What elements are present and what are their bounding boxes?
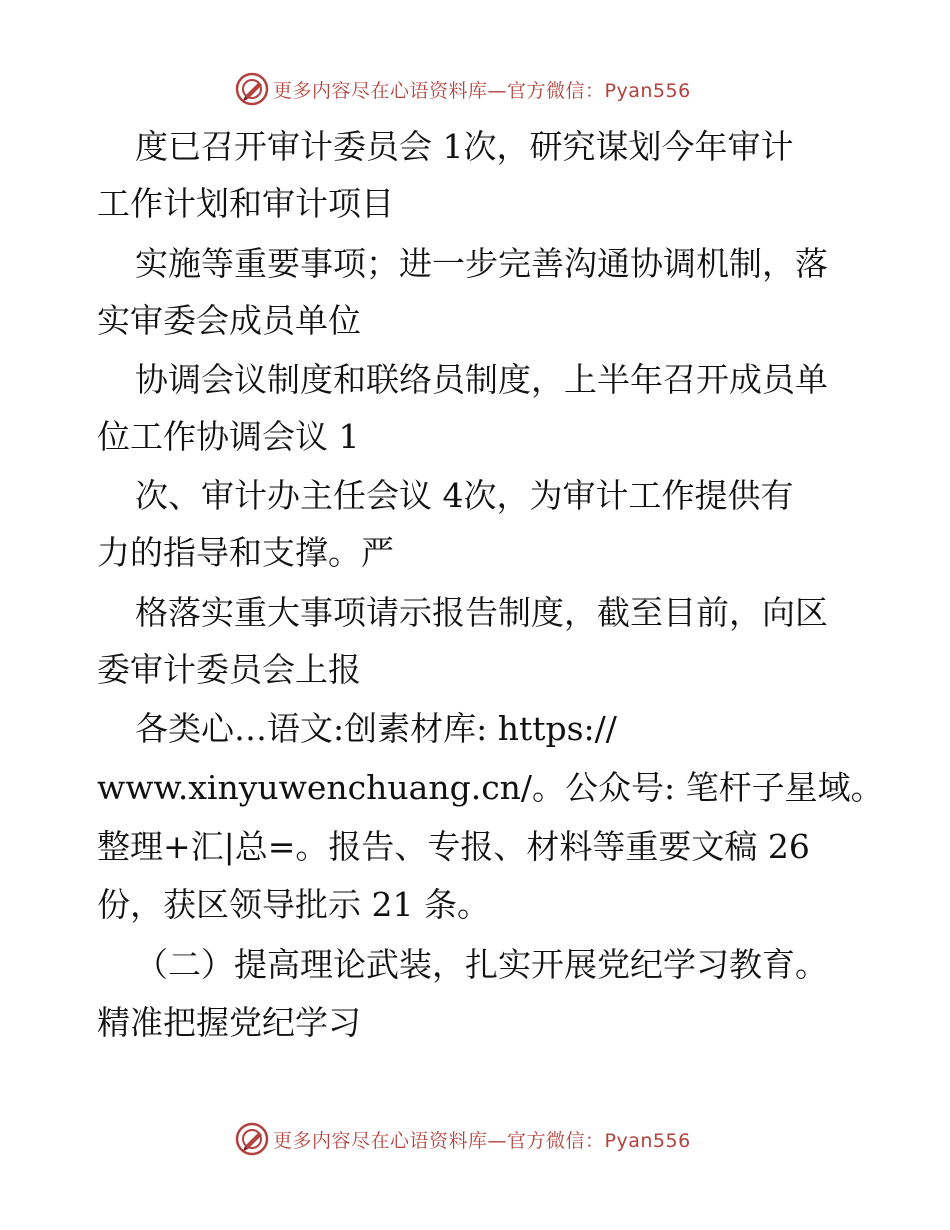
body-line: 格落实重大事项请示报告制度，截至目前，向区 [135,593,828,632]
body-line: 度已召开审计委员会 1次，研究谋划今年审计 [135,127,794,166]
body-line: 实施等重要事项；进一步完善沟通协调机制，落 [135,244,828,283]
body-line: 协调会议制度和联络员制度，上半年召开成员单 [135,360,828,399]
body-line: 力的指导和支撑。严 [97,533,394,572]
body-line: 委审计委员会上报 [97,650,361,689]
footer-banner [235,1122,735,1156]
body-line: 位工作协调会议 1 [97,417,360,456]
body-line: 整理+汇|总=。报告、专报、材料等重要文稿 26 [97,827,810,866]
footer-banner-text: 更多内容尽在心语资料库—官方微信：Pyan556 [273,1129,691,1152]
body-line: www.xinyuwenchuang.cn/。公众号: 笔杆子星域。 [97,768,884,807]
section-heading-line: （二）提高理论武装，扎实开展党纪学习教育。 [135,945,828,984]
header-banner-text: 更多内容尽在心语资料库—官方微信：Pyan556 [273,79,691,102]
pen-logo-icon [235,1122,269,1156]
pen-logo-icon [235,72,269,106]
body-line: 精准把握党纪学习 [97,1003,361,1042]
body-line: 次、审计办主任会议 4次，为审计工作提供有 [135,476,794,515]
body-line: 工作计划和审计项目 [97,184,394,223]
header-banner [235,72,735,106]
body-line: 各类心…语文:创素材库: https:// [135,709,617,748]
body-line: 实审委会成员单位 [97,301,361,340]
body-line: 份，获区领导批示 21 条。 [97,885,490,924]
